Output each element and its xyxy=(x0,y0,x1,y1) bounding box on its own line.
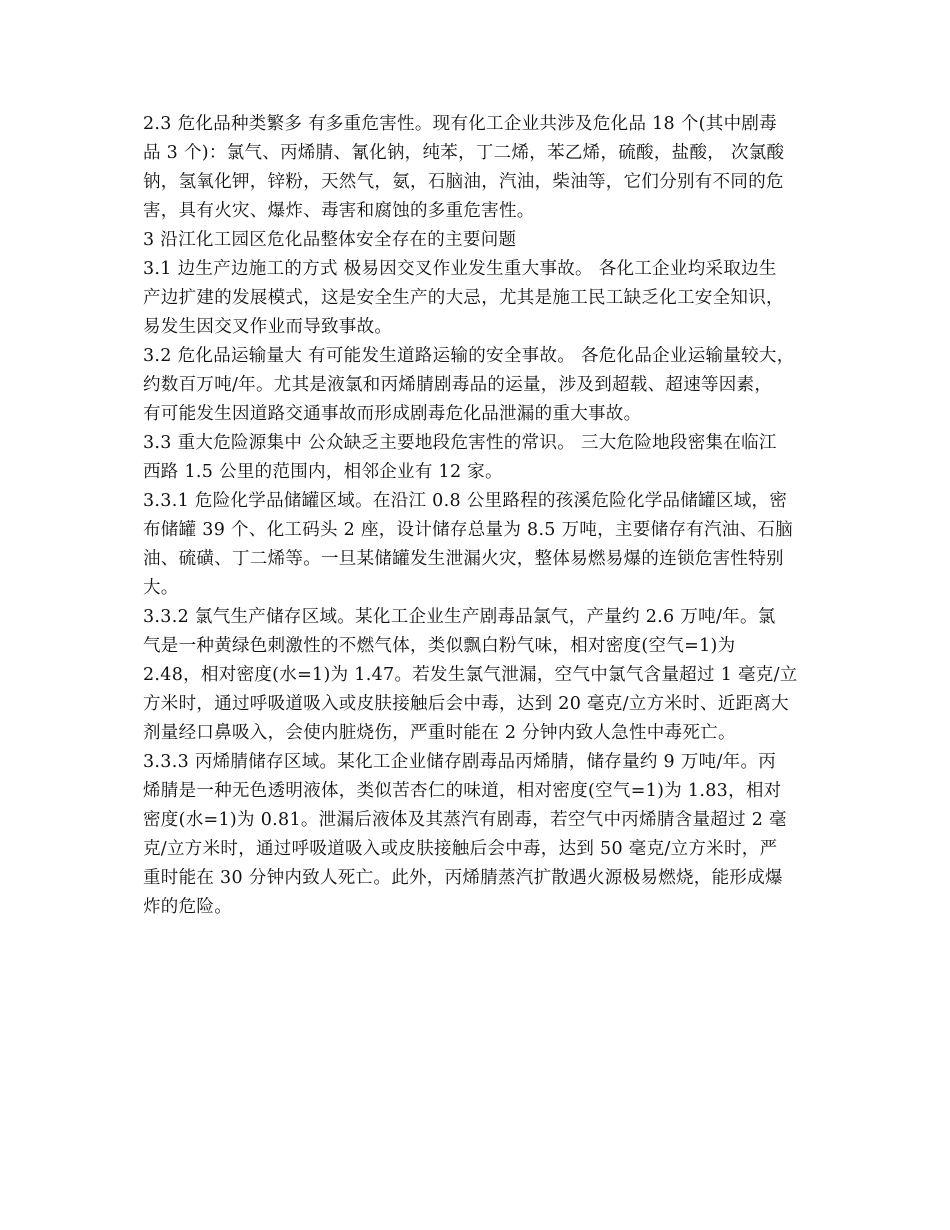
text-line: 气是一种黄绿色刺激性的不燃气体，类似飘白粉气味，相对密度(空气=1)为 xyxy=(143,636,736,656)
text-line: 重时能在 30 分钟内致人死亡。此外，丙烯腈蒸汽扩散遇火源极易燃烧，能形成爆 xyxy=(143,868,783,888)
text-line: 密度(水=1)为 0.81。泄漏后液体及其蒸汽有剧毒，若空气中丙烯腈含量超过 2 毫 xyxy=(143,810,787,830)
paragraph-3-3-1 xyxy=(143,487,808,603)
text-line: 3.1 边生产边施工的方式 极易因交叉作业发生重大事故。 各化工企业均采取边生 xyxy=(143,259,777,279)
text-line: 炸的危险。 xyxy=(143,897,232,917)
paragraph-3-3-3 xyxy=(143,748,808,922)
text-line: 3.3 重大危险源集中 公众缺乏主要地段危害性的常识。 三大危险地段密集在临江 xyxy=(143,433,777,453)
text-line: 西路 1.5 公里的范围内，相邻企业有 12 家。 xyxy=(143,462,503,482)
text-line: 方米时，通过呼吸道吸入或皮肤接触后会中毒，达到 20 毫克/立方米时、近距离大 xyxy=(143,694,789,714)
text-line: 布储罐 39 个、化工码头 2 座，设计储存总量为 8.5 万吨，主要储存有汽油、石脑 xyxy=(143,520,794,540)
text-line: 3 沿江化工园区危化品整体安全存在的主要问题 xyxy=(143,230,517,250)
text-line: 3.3.3 丙烯腈储存区域。某化工企业储存剧毒品丙烯腈，储存量约 9 万吨/年。丙 xyxy=(143,752,777,772)
paragraph-3-1 xyxy=(143,255,808,342)
paragraph-3-2 xyxy=(143,342,808,429)
paragraph-3-3 xyxy=(143,429,808,487)
text-line: 约数百万吨/年。尤其是液氯和丙烯腈剧毒品的运量，涉及到超载、超速等因素， xyxy=(143,375,773,395)
text-line: 烯腈是一种无色透明液体，类似苦杏仁的味道，相对密度(空气=1)为 1.83，相对 xyxy=(143,781,782,801)
paragraph-2-3 xyxy=(143,110,808,226)
text-line: 3.3.2 氯气生产储存区域。某化工企业生产剧毒品氯气，产量约 2.6 万吨/年。氯 xyxy=(143,607,776,627)
text-line: 大。 xyxy=(143,578,179,598)
text-line: 剂量经口鼻吸入，会使内脏烧伤，严重时能在 2 分钟内致人急性中毒死亡。 xyxy=(143,723,736,743)
document-page xyxy=(143,110,808,922)
text-line: 克/立方米时，通过呼吸道吸入或皮肤接触后会中毒，达到 50 毫克/立方米时，严 xyxy=(143,839,778,859)
text-line: 2.48，相对密度(水=1)为 1.47。若发生氯气泄漏，空气中氯气含量超过 1 毫克/立 xyxy=(143,665,798,685)
text-line: 品 3 个)：氯气、丙烯腈、氰化钠，纯苯，丁二烯，苯乙烯，硫酸，盐酸， 次氯酸 xyxy=(143,143,785,163)
text-line: 3.2 危化品运输量大 有可能发生道路运输的安全事故。 各危化品企业运输量较大， xyxy=(143,346,795,366)
text-line: 油、硫磺、丁二烯等。一旦某储罐发生泄漏火灾，整体易燃易爆的连锁危害性特别 xyxy=(143,549,784,569)
text-line: 产边扩建的发展模式，这是安全生产的大忌，尤其是施工民工缺乏化工安全知识， xyxy=(143,288,784,308)
text-line: 2.3 危化品种类繁多 有多重危害性。现有化工企业共涉及危化品 18 个(其中剧毒 xyxy=(143,114,777,134)
text-line: 有可能发生因道路交通事故而形成剧毒危化品泄漏的重大事故。 xyxy=(143,404,642,424)
text-line: 害，具有火灾、爆炸、毒害和腐蚀的多重危害性。 xyxy=(143,201,535,221)
text-line: 易发生因交叉作业而导致事故。 xyxy=(143,317,393,337)
paragraph-3-3-2 xyxy=(143,603,808,748)
text-line: 3.3.1 危险化学品储罐区域。在沿江 0.8 公里路程的孩溪危险化学品储罐区域，密 xyxy=(143,491,788,511)
section-heading-3 xyxy=(143,226,808,255)
text-line: 钠，氢氧化钾，锌粉，天然气，氨，石脑油，汽油，柴油等，它们分别有不同的危 xyxy=(143,172,784,192)
